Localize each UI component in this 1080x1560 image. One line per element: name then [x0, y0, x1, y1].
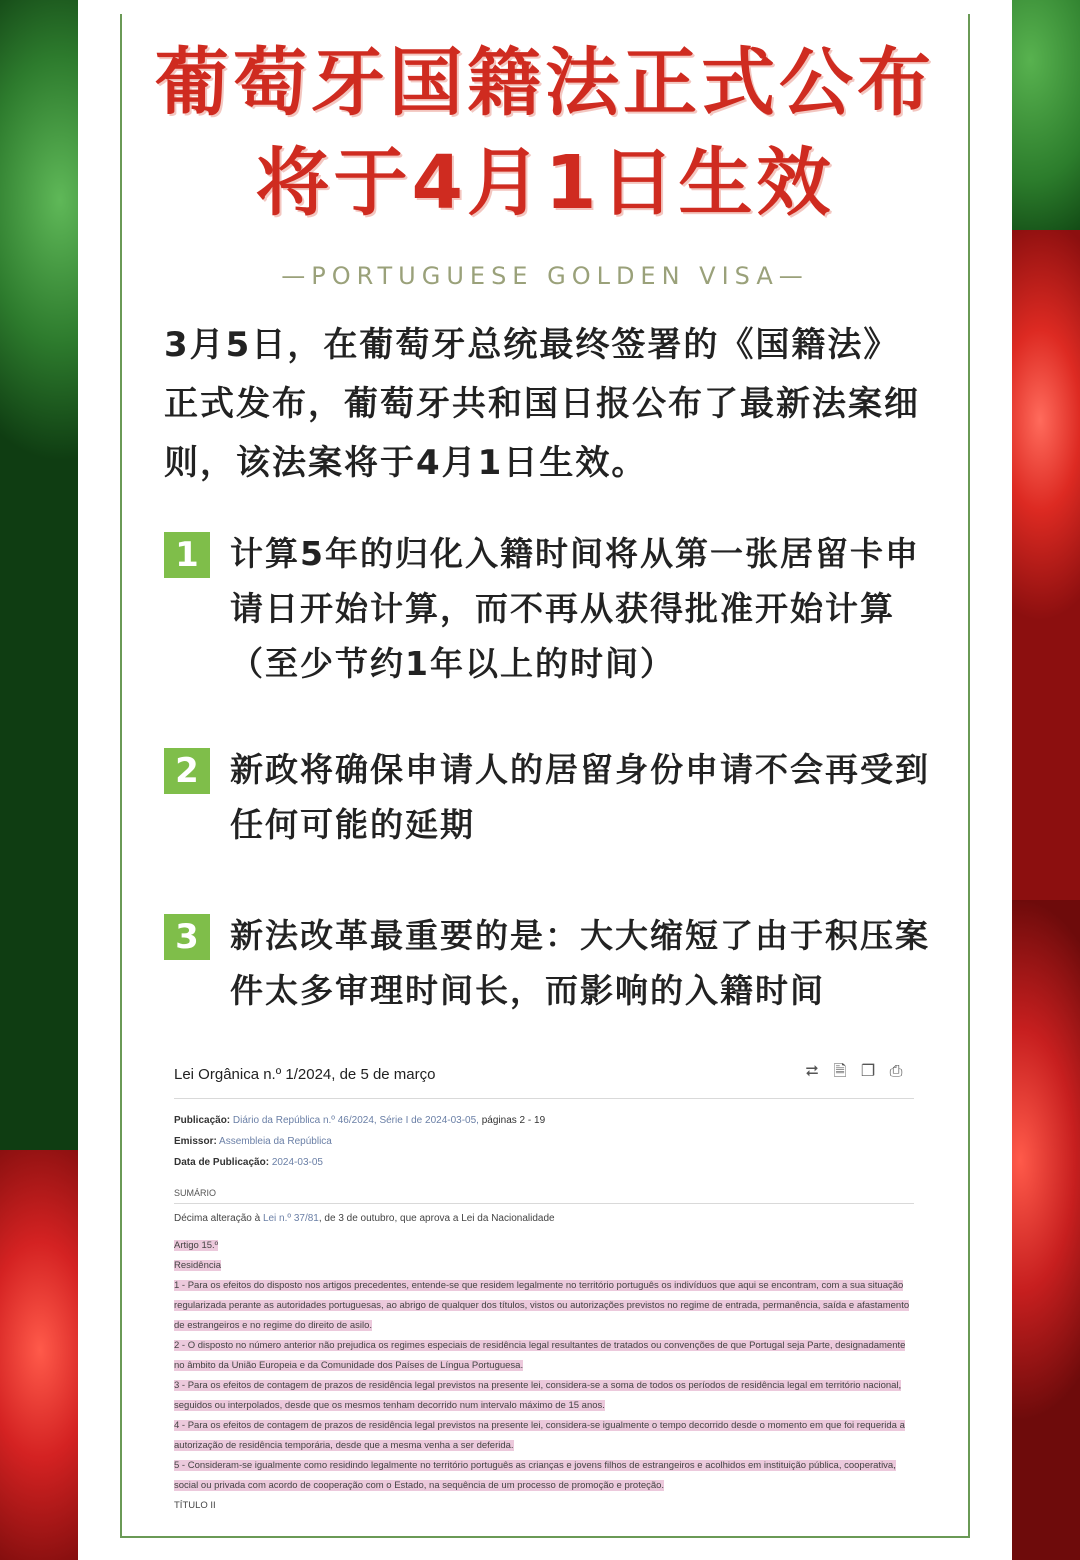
law-toolbar	[802, 1062, 906, 1082]
data-publicacao-value: 2024-03-05	[271, 1157, 323, 1168]
publicacao-link[interactable]: Diário da República n.º 46/2024, Série I de 2024-03-05,	[232, 1115, 479, 1126]
article-heading: Artigo 15.º	[174, 1240, 219, 1251]
publicacao-label: Publicação:	[174, 1115, 231, 1126]
share-icon[interactable]: ⮂	[805, 1063, 819, 1080]
point-number-badge: 1	[164, 532, 210, 578]
article-15	[174, 1236, 914, 1516]
article-paragraph: 2 - O disposto no número anterior não prejudica os regimes especiais de residência legal resultantes de tratados ou convenções de que Portugal seja Parte, designadamente no âmbito da União Europeia e da Comunidade dos Países de Língua Portuguesa.	[174, 1340, 906, 1371]
point-text: 新法改革最重要的是：大大缩短了由于积压案件太多审理时间长，而影响的入籍时间	[230, 916, 930, 1010]
summary-pre: Décima alteração à	[174, 1213, 263, 1224]
emissor-label: Emissor:	[174, 1136, 217, 1147]
article-paragraph: 4 - Para os efeitos de contagem de prazos de residência legal previstos na presente lei, considera-se igualmente o tempo decorrido desde o momento em que foi requerida a autorização de residência temporária, desde que a mesma venha a ser deferida.	[174, 1420, 905, 1451]
sumario-heading: SUMÁRIO	[174, 1188, 217, 1198]
article-paragraph: 5 - Consideram-se igualmente como residindo legalmente no território português as crianças e jovens filhos de estrangeiros e acolhidos em instituição pública, cooperativa, social ou privada com acordo de cooperação com o Estado, na sequência de um processo de promoção e proteção.	[174, 1460, 896, 1491]
pdf-icon[interactable]: 🗎	[833, 1063, 847, 1080]
point-number-badge: 3	[164, 914, 210, 960]
law-title: Lei Orgânica n.º 1/2024, de 5 de março	[174, 1066, 436, 1083]
copy-icon[interactable]: ❐	[860, 1063, 876, 1080]
poster-card	[78, 0, 1012, 1560]
subtitle: —PORTUGUESE GOLDEN VISA—	[281, 262, 809, 290]
article-subheading: Residência	[174, 1260, 221, 1271]
emissor-link[interactable]: Assembleia da República	[219, 1136, 332, 1147]
point-text: 计算5年的归化入籍时间将从第一张居留卡申请日开始计算，而不再从获得批准开始计算（至少节约1年以上的时间）	[230, 534, 920, 683]
publicacao-pages: páginas 2 - 19	[478, 1115, 546, 1126]
law-header	[174, 1050, 914, 1099]
article-paragraph: 3 - Para os efeitos de contagem de prazos de residência legal previstos na presente lei, considera-se a soma de todos os períodos de residência legal em território nacional, seguidos ou interpolados, desde que os mesmos tenham decorrido num intervalo máximo de 15 anos.	[174, 1380, 902, 1411]
article-paragraph: 1 - Para os efeitos do disposto nos artigos precedentes, entende-se que residem legalmente no território português os indivíduos que aqui se encontram, com a sua situação regularizada perante as autoridades portuguesas, ao abrigo de qualquer dos títulos, vistos ou autorizações previstos no regime de entrada, permanência, saída e afastamento de estrangeiros e no regime do direito de asilo.	[174, 1280, 910, 1331]
data-publicacao-label: Data de Publicação:	[174, 1157, 270, 1168]
summary-link[interactable]: Lei n.º 37/81	[262, 1213, 319, 1224]
intro-paragraph: 3月5日，在葡萄牙总统最终签署的《国籍法》正式发布，葡萄牙共和国日报公布了最新法案细则，该法案将于4月1日生效。	[164, 325, 920, 483]
summary-post: , de 3 de outubro, que aprova a Lei da Nacionalidade	[318, 1213, 555, 1224]
titulo-heading: TÍTULO II	[174, 1500, 216, 1511]
title-line-2: 将于4月1日生效	[255, 140, 835, 226]
print-icon[interactable]: ⎙	[889, 1063, 903, 1080]
point-text: 新政将确保申请人的居留身份申请不会再受到任何可能的延期	[230, 750, 930, 844]
title-line-1: 葡萄牙国籍法正式公布	[155, 40, 935, 126]
law-metadata	[174, 1110, 545, 1173]
summary-text	[174, 1213, 555, 1224]
law-screenshot	[174, 1050, 918, 1520]
point-number-badge: 2	[164, 748, 210, 794]
divider	[174, 1203, 914, 1204]
